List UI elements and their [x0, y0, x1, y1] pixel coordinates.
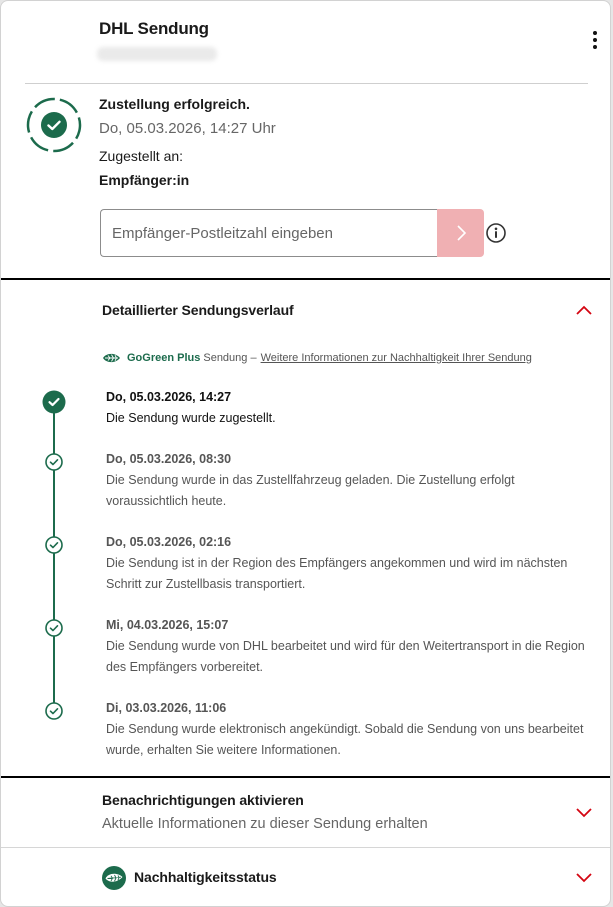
timeline-event: [106, 387, 586, 429]
delivered-to-label: Zugestellt an:: [99, 148, 184, 164]
delivery-status-title: Zustellung erfolgreich.: [99, 96, 250, 112]
check-outline-icon: [45, 453, 63, 471]
tracking-number-redacted: [97, 47, 217, 61]
event-text: Die Sendung wurde elektronisch angekündigt. Sobald die Sendung von uns bearbeitet wurde, erhalten Sie weitere Informationen.: [106, 722, 584, 757]
timeline-event: [106, 615, 586, 678]
kebab-menu-icon[interactable]: [589, 31, 601, 53]
zip-submit-button[interactable]: [437, 209, 484, 257]
event-text: Die Sendung wurde in das Zustellfahrzeug geladen. Die Zustellung erfolgt voraussichtlich heute.: [106, 473, 515, 508]
gogreen-brand: GoGreen Plus: [127, 352, 201, 364]
zip-code-form: [100, 209, 484, 257]
shipment-header: [1, 1, 610, 85]
event-date: Di, 03.03.2026, 11:06: [106, 701, 227, 715]
gogreen-leaf-icon: [102, 352, 121, 364]
check-filled-icon: [42, 390, 66, 414]
chevron-down-icon[interactable]: [575, 806, 593, 820]
gogreen-suffix: Sendung –: [203, 352, 257, 364]
chevron-down-icon[interactable]: [575, 871, 593, 885]
chevron-up-icon[interactable]: [575, 303, 593, 317]
notifications-subtitle: Aktuelle Informationen zu dieser Sendung erhalten: [102, 816, 428, 832]
event-date: Do, 05.03.2026, 14:27: [106, 390, 232, 404]
timeline-line: [53, 401, 55, 711]
timeline-event: [106, 449, 586, 512]
timeline-event: [106, 698, 586, 761]
event-date: Do, 05.03.2026, 08:30: [106, 452, 232, 466]
section-divider-light: [1, 847, 610, 848]
info-icon[interactable]: [485, 222, 507, 244]
chevron-right-icon: [455, 224, 467, 242]
shipment-title: DHL Sendung: [99, 19, 209, 38]
check-outline-icon: [45, 702, 63, 720]
event-text: Die Sendung wurde von DHL bearbeitet und wird für den Weitertransport in die Region des Empfängers vorbereitet.: [106, 639, 585, 674]
leaf-badge-icon: [102, 866, 126, 890]
header-divider: [25, 83, 588, 84]
section-divider: [1, 278, 610, 280]
check-outline-icon: [45, 536, 63, 554]
gogreen-notice: [102, 352, 532, 364]
recipient-name: Empfänger:in: [99, 172, 190, 188]
section-divider: [1, 776, 610, 778]
check-outline-icon: [45, 619, 63, 637]
event-date: Do, 05.03.2026, 02:16: [106, 535, 232, 549]
sustainability-info-link[interactable]: Weitere Informationen zur Nachhaltigkeit Ihrer Sendung: [260, 352, 532, 364]
zip-code-input[interactable]: [100, 209, 438, 257]
timeline-event: [106, 532, 586, 595]
sustainability-section-toggle[interactable]: Nachhaltigkeitsstatus: [134, 869, 277, 885]
notifications-section-toggle[interactable]: Benachrichtigungen aktivieren: [102, 792, 304, 808]
delivery-date: Do, 05.03.2026, 14:27 Uhr: [99, 120, 276, 137]
event-text: Die Sendung wurde zugestellt.: [106, 411, 276, 425]
check-circle-dashed-icon: [25, 96, 83, 154]
history-section-toggle[interactable]: Detaillierter Sendungsverlauf: [102, 302, 294, 318]
event-text: Die Sendung ist in der Region des Empfängers angekommen und wird im nächsten Schritt zur Zustellbasis transportiert.: [106, 556, 568, 591]
event-date: Mi, 04.03.2026, 15:07: [106, 618, 229, 632]
